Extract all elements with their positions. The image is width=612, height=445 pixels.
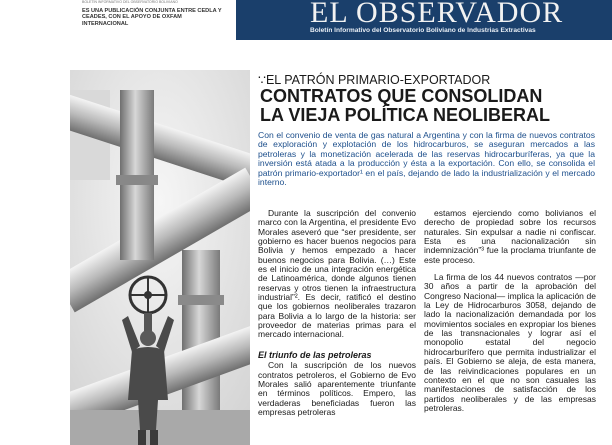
kicker-bullet-icon: ∵ — [258, 73, 266, 87]
column-1-paragraph-1: Durante la suscripción del convenio marco con la Argentina, el presidente Evo Morales aseveró que “ser presidente, ser gobierno es hacer buenos negocios para Bolivia y hemos empezado a hacer buenos negocios para Bolivia. (…) Este es el inicio de una integración energética de Latinoamérica, donde algunos tienen reservas y otros tienen la infraestructura industrial”². Es decir, ratificó el destino que los gobiernos neoliberales trazaron para Bolivia a lo largo de la historia: ser proveedor de materias primas para el mercado internacional. — [258, 208, 416, 340]
masthead-subtitle: Boletín Informativo del Observatorio Boliviano de Industrias Extractivas — [310, 27, 536, 34]
masthead — [236, 0, 612, 40]
kicker-text: EL PATRÓN PRIMARIO-EXPORTADOR — [265, 73, 491, 87]
headline-line-1: CONTRATOS QUE CONSOLIDAN — [260, 86, 543, 106]
header-tiny-line: BOLETÍN INFORMATIVO DEL OBSERVATORIO BOLIVIANO — [82, 0, 178, 4]
article-kicker — [258, 72, 490, 87]
masthead-title: EL OBSERVADOR — [310, 0, 564, 29]
column-2-paragraph-2: La firma de los 44 nuevos contratos —por 30 años a partir de la aprobación del Congreso Nacional— implica la aplicación de la Ley de Hidrocarburos 3058, dejando de lado la nacionalización demandada por los movimientos sociales en expropiar los bienes de las transnacionales y lograr así el monopolio estatal del negocio hidrocarburífero que permita industrializar el país. El Gobierno se aleja, de esta manera, de las reivindicaciones populares en un contexto en el que no son casuales las manifestaciones de satisfacción de los partidos neoliberales y de las empresas petroleras. — [424, 272, 596, 413]
headline-line-2: LA VIEJA POLÍTICA NEOLIBERAL — [260, 104, 551, 125]
article-lead: Con el convenio de venta de gas natural a Argentina y con la firma de nuevos contratos de exploración y explotación de los hidrocarburos, se aseguran mercados a las petroleras y la monetización acelerada de las reservas hidrocarburíferas, ya que la inversión está atada a la producción y ésta a la exportación. Con ello, se consolida el patrón primario-exportador¹ en el país, dejando de lado la industrialización y el mercado interno. — [258, 130, 595, 188]
article-headline — [260, 87, 600, 124]
article-column-1 — [258, 209, 416, 417]
article-column-2 — [424, 209, 596, 413]
column-1-paragraph-2: Con la suscripción de los nuevos contratos petroleros, el Gobierno de Evo Morales salió aparentemente triunfante en términos políticos. Empero, las verdaderas beneficiadas fueron las empresas petroleras — [258, 360, 416, 417]
pipeline-illustration — [70, 70, 250, 445]
pipeline-drawing — [70, 70, 250, 445]
section-subhead: El triunfo de las petroleras — [258, 349, 372, 360]
publication-note: ES UNA PUBLICACIÓN CONJUNTA ENTRE CEDLA Y CEADES, CON EL APOYO DE OXFAM INTERNACIONAL — [82, 8, 222, 27]
column-2-paragraph-1: estamos ejerciendo como bolivianos el derecho de propiedad sobre los recursos naturales. Sin expulsar a nadie ni confiscar. Esta es una nacionalización sin indemnización”³ fue la proclama triunfante de este proceso. — [424, 208, 596, 265]
